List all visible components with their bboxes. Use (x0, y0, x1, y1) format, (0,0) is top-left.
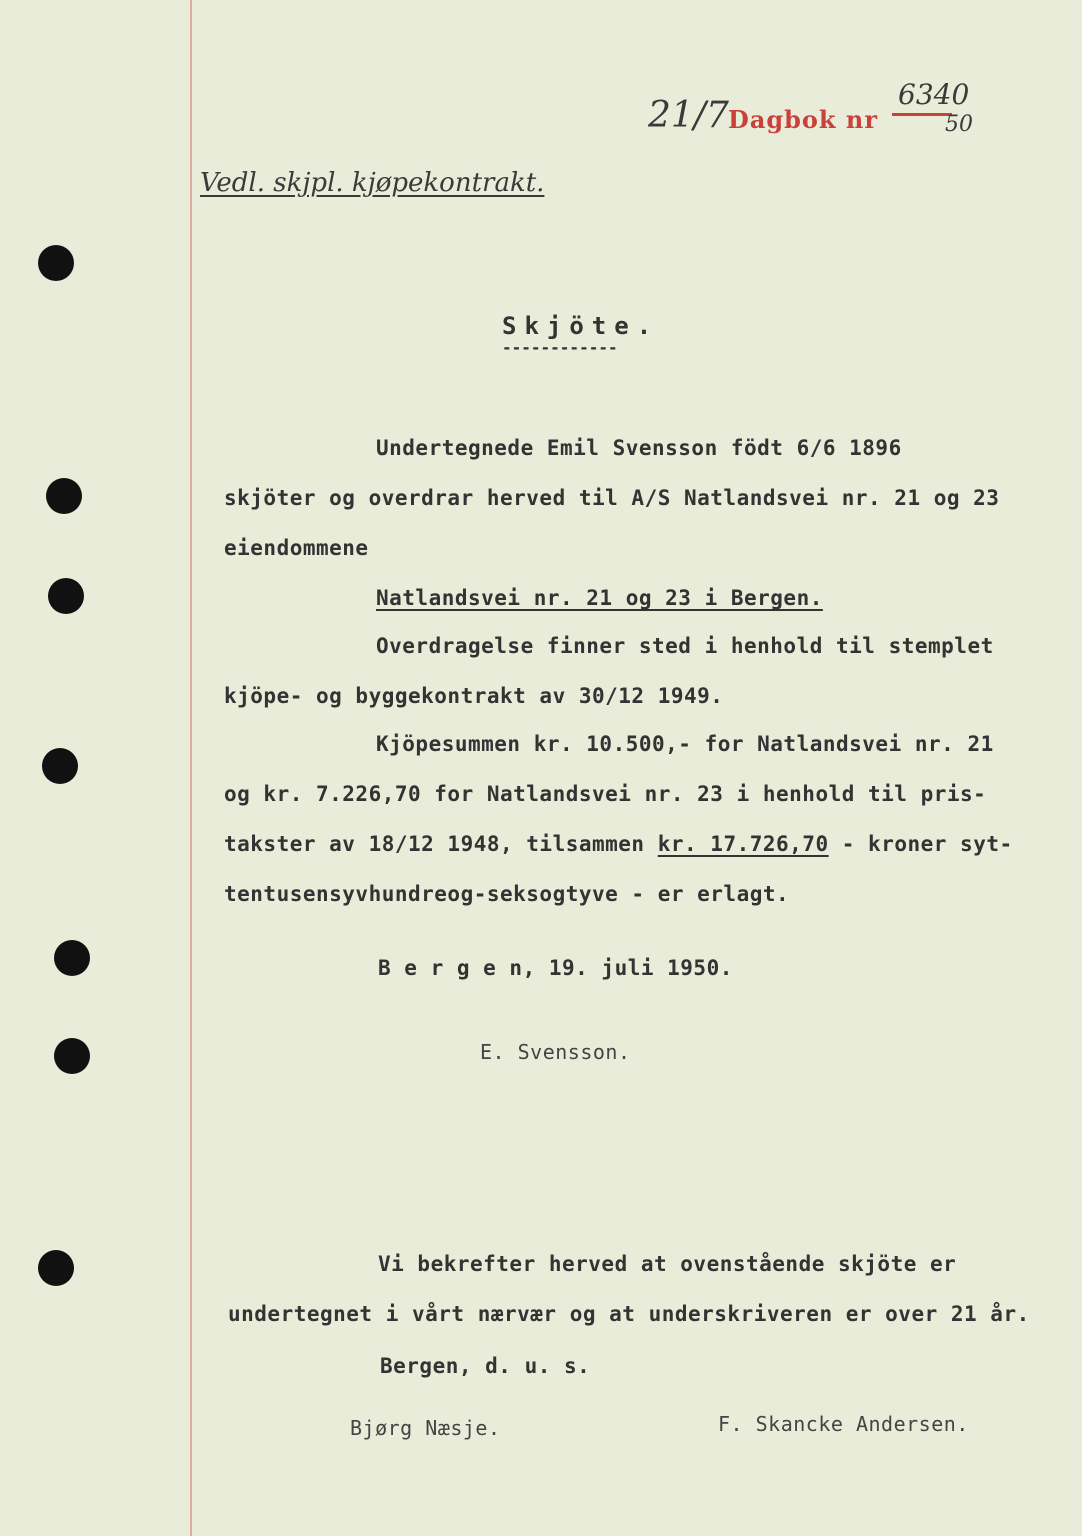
punch-hole (38, 1250, 74, 1286)
property-address: Natlandsvei nr. 21 og 23 i Bergen. (376, 586, 823, 610)
stamp-rule (892, 113, 952, 116)
punch-hole (54, 940, 90, 976)
seller-signature: E. Svensson. (480, 1040, 631, 1064)
journal-number: 6340 (898, 78, 970, 111)
margin-line (190, 0, 192, 1536)
date-note: 21/7 (648, 95, 729, 136)
body-line-8: og kr. 7.226,70 for Natlandsvei nr. 23 i henhold til pris- (224, 782, 987, 806)
document-title: Skjöte. (502, 312, 660, 340)
body-line-1: Undertegnede Emil Svensson födt 6/6 1896 (376, 436, 902, 460)
body-line-6: kjöpe- og byggekontrakt av 30/12 1949. (224, 684, 724, 708)
body-line-9-text: takster av 18/12 1948, tilsammen (224, 832, 645, 856)
journal-year: 50 (945, 112, 973, 137)
body-line-7: Kjöpesummen kr. 10.500,- for Natlandsvei nr. 21 (376, 732, 994, 756)
witness-line-3: Bergen, d. u. s. (380, 1354, 591, 1378)
punch-hole (42, 748, 78, 784)
margin-note: Vedl. skjpl. kjøpekontrakt. (200, 168, 545, 198)
body-line-2: skjöter og overdrar herved til A/S Natlandsvei nr. 21 og 23 (224, 486, 1000, 510)
witness-signature-2: F. Skancke Andersen. (718, 1412, 969, 1436)
title-rule: ------------ (502, 338, 618, 357)
witness-signature-1: Bjørg Næsje. (350, 1416, 501, 1440)
body-line-9 (224, 832, 1013, 856)
body-line-10: tentusensyvhundreog-seksogtyve - er erlagt. (224, 882, 790, 906)
body-line-5: Overdragelse finner sted i henhold til stemplet (376, 634, 994, 658)
journal-stamp: Dagbok nr (728, 105, 879, 134)
punch-hole (46, 478, 82, 514)
punch-hole (54, 1038, 90, 1074)
witness-line-2: undertegnet i vårt nærvær og at underskriveren er over 21 år. (228, 1302, 1030, 1326)
body-line-9-tail: - kroner syt- (841, 832, 1013, 856)
punch-hole (48, 578, 84, 614)
total-amount: kr. 17.726,70 (657, 832, 829, 856)
punch-hole (38, 245, 74, 281)
witness-line-1: Vi bekrefter herved at ovenstående skjöte er (378, 1252, 957, 1276)
place-date: B e r g e n, 19. juli 1950. (378, 956, 733, 980)
body-line-3: eiendommene (224, 536, 369, 560)
